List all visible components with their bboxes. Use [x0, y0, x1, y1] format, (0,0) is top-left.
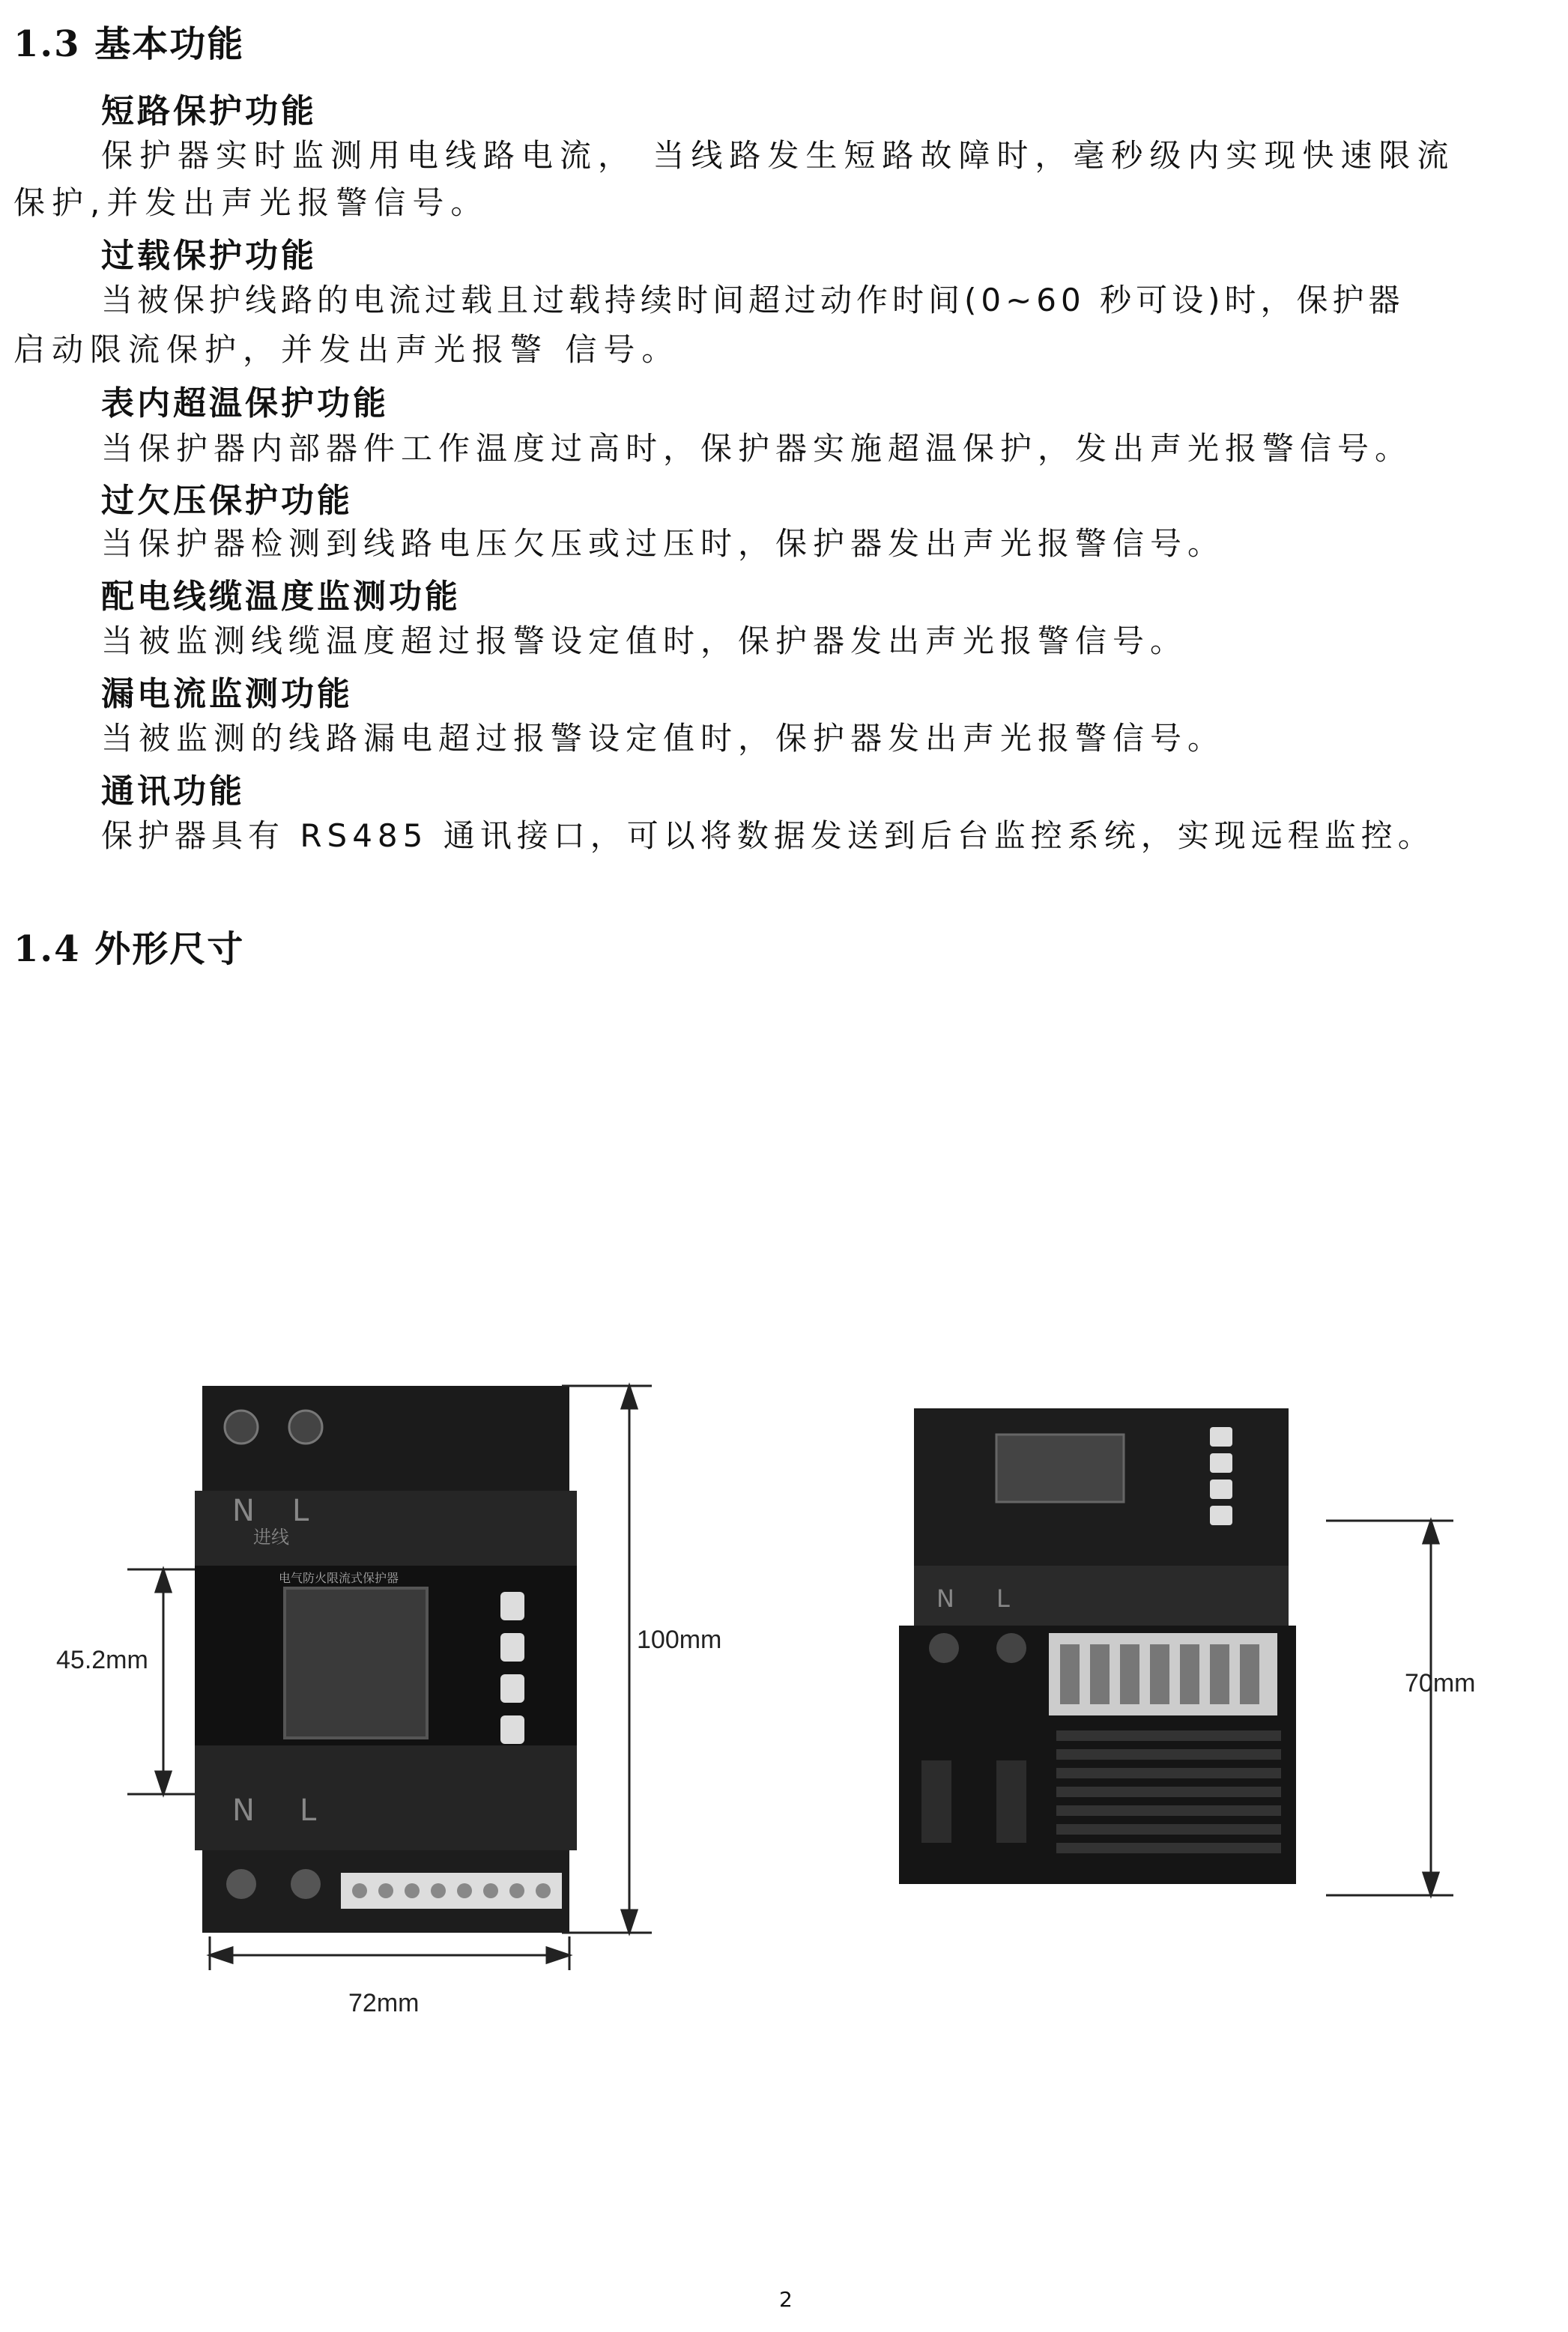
svg-text:L: L [996, 1584, 1010, 1613]
heading-overload: 过载保护功能 [101, 237, 317, 275]
para-leakage: 当被监测的线路漏电超过报警设定值时，保护器发出声光报警信号。 [101, 720, 1226, 757]
front-label-inlet: 进线 [253, 1527, 289, 1548]
svg-text:N: N [232, 1793, 255, 1828]
dim-display-label: 45.2mm [56, 1646, 148, 1674]
svg-text:L: L [300, 1793, 317, 1828]
front-label-l: L [292, 1494, 309, 1528]
front-panel-text: 电气防火限流式保护器 [279, 1571, 399, 1585]
para-communication: 保护器具有 RS485 通讯接口，可以将数据发送到后台监控系统，实现远程监控。 [101, 817, 1435, 854]
section-title-1-4: 1.4 外形尺寸 [13, 928, 245, 970]
front-dimension-lines [105, 1378, 689, 1978]
front-label-n: N [232, 1494, 255, 1528]
para-overload-line1: 当被保护线路的电流过载且过载持续时间超过动作时间(0~60 秒可设)时，保护器 [101, 282, 1405, 318]
para-short-circuit-line2: 保护,并发出声光报警信号。 [13, 184, 489, 221]
heading-over-temp: 表内超温保护功能 [101, 384, 389, 423]
svg-text:N: N [936, 1584, 954, 1613]
para-over-temp: 当保护器内部器件工作温度过高时，保护器实施超温保护，发出声光报警信号。 [101, 430, 1413, 467]
heading-communication: 通讯功能 [101, 772, 245, 811]
para-cable-temp: 当被监测线缆温度超过报警设定值时，保护器发出声光报警信号。 [101, 623, 1188, 659]
para-voltage: 当保护器检测到线路电压欠压或过压时，保护器发出声光报警信号。 [101, 525, 1226, 562]
para-overload-line2: 启动限流保护，并发出声光报警 信号。 [13, 331, 680, 368]
para-short-circuit-line1: 保护器实时监测用电线路电流， 当线路发生短路故障时，毫秒级内实现快速限流 [101, 137, 1456, 174]
heading-cable-temp: 配电线缆温度监测功能 [101, 578, 461, 616]
heading-leakage: 漏电流监测功能 [101, 675, 353, 713]
heading-short-circuit: 短路保护功能 [101, 92, 317, 130]
dim-depth-label: 70mm [1405, 1669, 1476, 1697]
heading-voltage: 过欠压保护功能 [101, 482, 353, 520]
dim-height-label: 100mm [637, 1626, 722, 1654]
side-dimension-lines [1319, 1513, 1468, 1910]
section-title-1-3: 1.3 基本功能 [13, 23, 245, 65]
device-side-view [899, 1408, 1304, 1888]
dim-width-label: 72mm [348, 1989, 420, 2017]
page-number: 2 [779, 2287, 793, 2312]
